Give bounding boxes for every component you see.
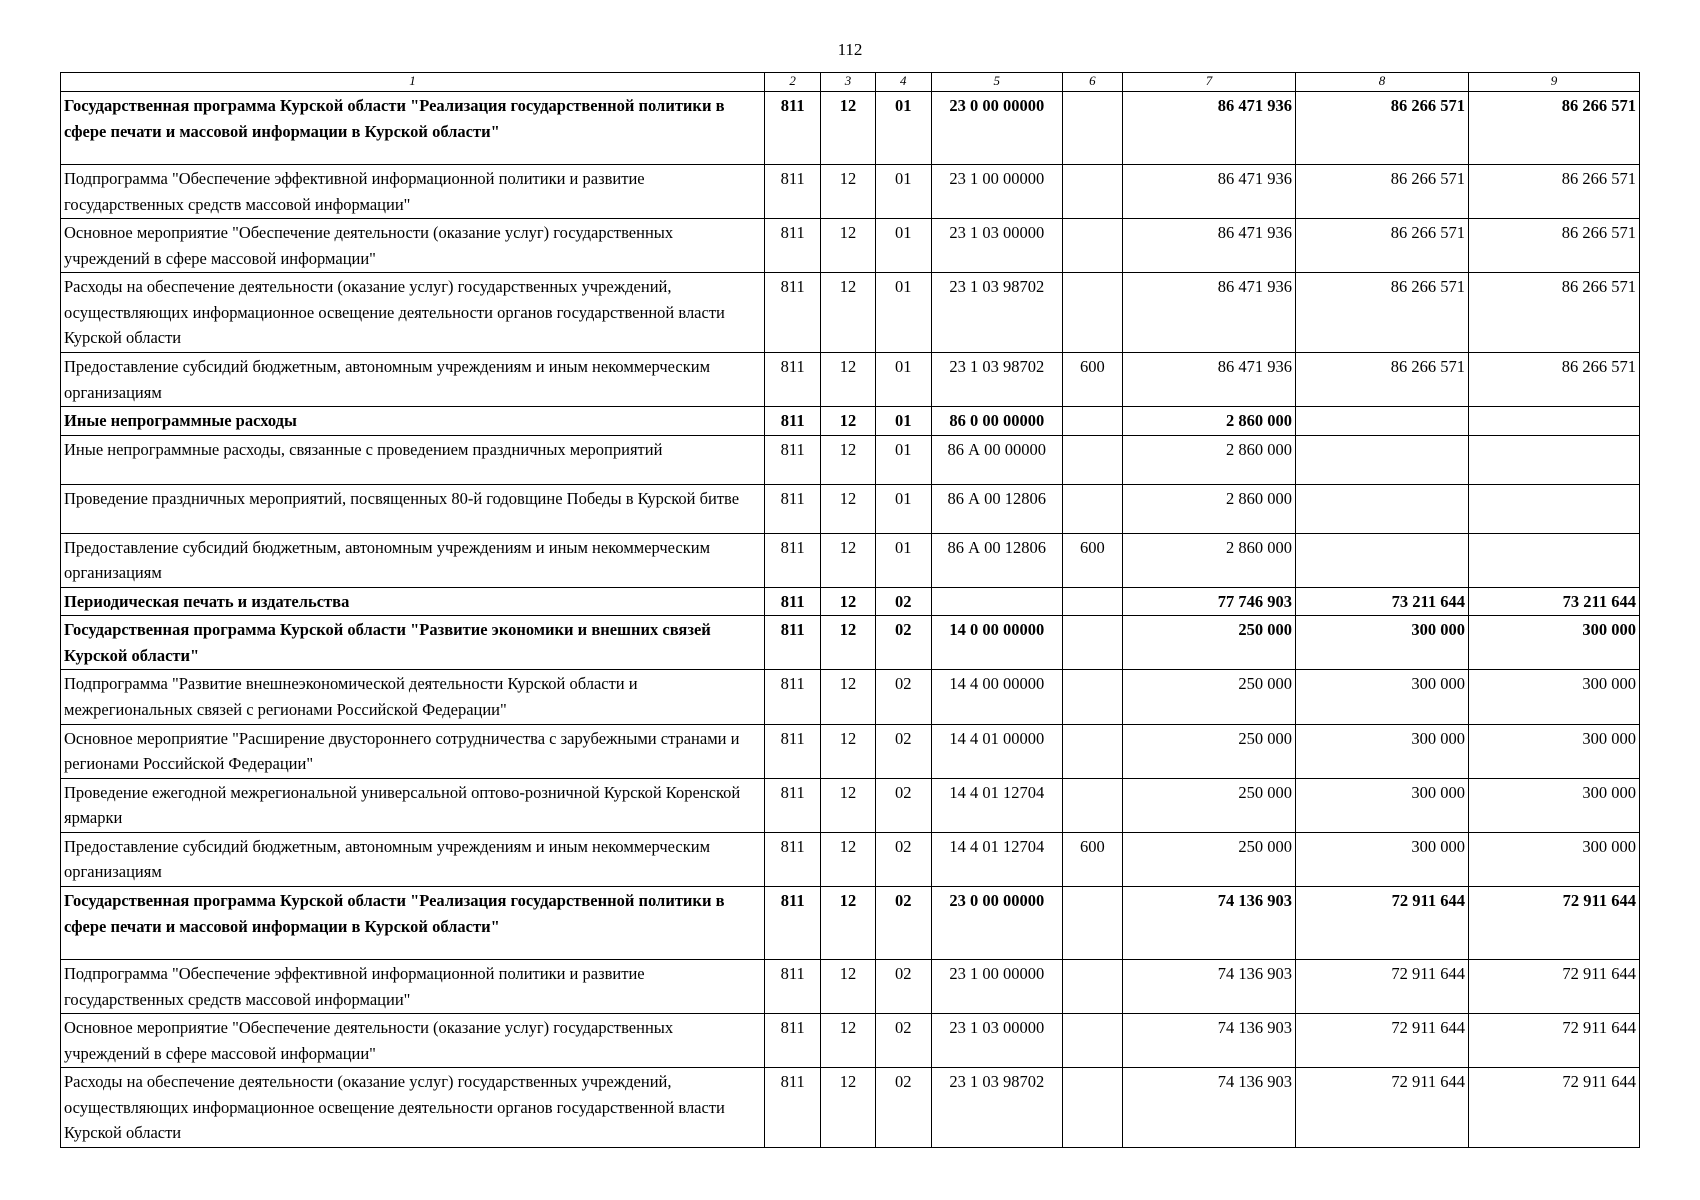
column-header: 2 — [765, 73, 821, 92]
amount-col9-cell: 86 266 571 — [1468, 219, 1639, 273]
target-article-cell — [931, 587, 1062, 616]
admin-code-cell: 811 — [765, 670, 821, 724]
amount-col8-cell: 300 000 — [1295, 778, 1468, 832]
expense-type-cell — [1062, 435, 1122, 484]
target-article-cell: 86 0 00 00000 — [931, 407, 1062, 436]
row-name-cell: Государственная программа Курской области "Реализация государственной политики в сфере печати и массовой информации в Курской области" — [61, 886, 765, 959]
expense-type-cell — [1062, 219, 1122, 273]
subsection-code-cell: 01 — [875, 533, 931, 587]
target-article-cell: 23 1 03 98702 — [931, 273, 1062, 353]
admin-code-cell: 811 — [765, 92, 821, 165]
subsection-code-cell: 02 — [875, 1014, 931, 1068]
admin-code-cell: 811 — [765, 959, 821, 1013]
amount-col8-cell — [1295, 407, 1468, 436]
table-row — [61, 533, 1640, 587]
expense-type-cell — [1062, 778, 1122, 832]
admin-code-cell: 811 — [765, 1014, 821, 1068]
expense-type-cell: 600 — [1062, 352, 1122, 406]
subsection-code-cell: 01 — [875, 407, 931, 436]
expense-type-cell — [1062, 1068, 1122, 1148]
table-row — [61, 724, 1640, 778]
amount-col8-cell: 86 266 571 — [1295, 352, 1468, 406]
amount-col7-cell: 74 136 903 — [1123, 886, 1296, 959]
amount-col8-cell: 86 266 571 — [1295, 273, 1468, 353]
row-name-cell: Предоставление субсидий бюджетным, автономным учреждениям и иным некоммерческим организациям — [61, 533, 765, 587]
section-code-cell: 12 — [821, 959, 875, 1013]
admin-code-cell: 811 — [765, 435, 821, 484]
subsection-code-cell: 02 — [875, 1068, 931, 1148]
amount-col8-cell: 72 911 644 — [1295, 1068, 1468, 1148]
target-article-cell: 23 1 00 00000 — [931, 165, 1062, 219]
amount-col9-cell — [1468, 435, 1639, 484]
amount-col7-cell: 74 136 903 — [1123, 1014, 1296, 1068]
table-row — [61, 587, 1640, 616]
amount-col8-cell: 300 000 — [1295, 616, 1468, 670]
admin-code-cell: 811 — [765, 616, 821, 670]
target-article-cell: 86 А 00 12806 — [931, 484, 1062, 533]
target-article-cell: 86 А 00 00000 — [931, 435, 1062, 484]
expense-type-cell — [1062, 92, 1122, 165]
row-name-cell: Основное мероприятие "Обеспечение деятельности (оказание услуг) государственных учреждений в сфере массовой информации" — [61, 1014, 765, 1068]
subsection-code-cell: 02 — [875, 886, 931, 959]
table-row — [61, 219, 1640, 273]
target-article-cell: 14 4 01 12704 — [931, 832, 1062, 886]
amount-col8-cell: 72 911 644 — [1295, 959, 1468, 1013]
table-row — [61, 352, 1640, 406]
amount-col9-cell: 86 266 571 — [1468, 273, 1639, 353]
row-name-cell: Государственная программа Курской области "Реализация государственной политики в сфере печати и массовой информации в Курской области" — [61, 92, 765, 165]
amount-col8-cell: 300 000 — [1295, 670, 1468, 724]
expense-type-cell — [1062, 273, 1122, 353]
amount-col7-cell: 250 000 — [1123, 778, 1296, 832]
amount-col7-cell: 86 471 936 — [1123, 219, 1296, 273]
table-row — [61, 832, 1640, 886]
amount-col7-cell: 2 860 000 — [1123, 484, 1296, 533]
expense-type-cell — [1062, 165, 1122, 219]
column-header: 5 — [931, 73, 1062, 92]
admin-code-cell: 811 — [765, 533, 821, 587]
target-article-cell: 23 1 03 00000 — [931, 219, 1062, 273]
amount-col9-cell: 86 266 571 — [1468, 92, 1639, 165]
table-row — [61, 1068, 1640, 1148]
amount-col9-cell: 86 266 571 — [1468, 352, 1639, 406]
amount-col9-cell: 300 000 — [1468, 724, 1639, 778]
row-name-cell: Подпрограмма "Обеспечение эффективной информационной политики и развитие государственных средств массовой информации" — [61, 165, 765, 219]
target-article-cell: 14 4 01 00000 — [931, 724, 1062, 778]
admin-code-cell: 811 — [765, 352, 821, 406]
amount-col7-cell: 2 860 000 — [1123, 533, 1296, 587]
amount-col8-cell: 73 211 644 — [1295, 587, 1468, 616]
subsection-code-cell: 01 — [875, 219, 931, 273]
subsection-code-cell: 02 — [875, 724, 931, 778]
target-article-cell: 23 1 03 98702 — [931, 352, 1062, 406]
section-code-cell: 12 — [821, 273, 875, 353]
amount-col7-cell: 86 471 936 — [1123, 273, 1296, 353]
subsection-code-cell: 01 — [875, 352, 931, 406]
amount-col7-cell: 2 860 000 — [1123, 435, 1296, 484]
amount-col9-cell: 72 911 644 — [1468, 1014, 1639, 1068]
amount-col7-cell: 250 000 — [1123, 670, 1296, 724]
amount-col7-cell: 250 000 — [1123, 724, 1296, 778]
amount-col8-cell: 72 911 644 — [1295, 886, 1468, 959]
section-code-cell: 12 — [821, 670, 875, 724]
table-row — [61, 886, 1640, 959]
table-row — [61, 92, 1640, 165]
admin-code-cell: 811 — [765, 587, 821, 616]
amount-col7-cell: 86 471 936 — [1123, 352, 1296, 406]
page-number: 112 — [837, 40, 863, 59]
table-row — [61, 616, 1640, 670]
subsection-code-cell: 02 — [875, 832, 931, 886]
amount-col7-cell: 77 746 903 — [1123, 587, 1296, 616]
amount-col9-cell — [1468, 533, 1639, 587]
expense-type-cell — [1062, 670, 1122, 724]
section-code-cell: 12 — [821, 724, 875, 778]
amount-col7-cell: 250 000 — [1123, 616, 1296, 670]
expense-type-cell — [1062, 407, 1122, 436]
budget-table — [60, 72, 1640, 1148]
amount-col9-cell: 73 211 644 — [1468, 587, 1639, 616]
amount-col9-cell: 300 000 — [1468, 778, 1639, 832]
expense-type-cell — [1062, 886, 1122, 959]
amount-col8-cell: 86 266 571 — [1295, 165, 1468, 219]
section-code-cell: 12 — [821, 435, 875, 484]
target-article-cell: 23 0 00 00000 — [931, 886, 1062, 959]
expense-type-cell — [1062, 1014, 1122, 1068]
table-row — [61, 959, 1640, 1013]
target-article-cell: 14 4 00 00000 — [931, 670, 1062, 724]
row-name-cell: Государственная программа Курской области "Развитие экономики и внешних связей Курской области" — [61, 616, 765, 670]
subsection-code-cell: 01 — [875, 273, 931, 353]
section-code-cell: 12 — [821, 407, 875, 436]
amount-col9-cell: 72 911 644 — [1468, 959, 1639, 1013]
section-code-cell: 12 — [821, 219, 875, 273]
subsection-code-cell: 02 — [875, 616, 931, 670]
table-row — [61, 273, 1640, 353]
row-name-cell: Основное мероприятие "Расширение двустороннего сотрудничества с зарубежными странами и регионами Российской Федерации" — [61, 724, 765, 778]
section-code-cell: 12 — [821, 533, 875, 587]
row-name-cell: Подпрограмма "Обеспечение эффективной информационной политики и развитие государственных средств массовой информации" — [61, 959, 765, 1013]
amount-col8-cell: 72 911 644 — [1295, 1014, 1468, 1068]
admin-code-cell: 811 — [765, 273, 821, 353]
amount-col7-cell: 2 860 000 — [1123, 407, 1296, 436]
table-row — [61, 435, 1640, 484]
row-name-cell: Расходы на обеспечение деятельности (оказание услуг) государственных учреждений, осуществляющих информационное освещение деятельности органов государственной власти Курской области — [61, 273, 765, 353]
amount-col7-cell: 86 471 936 — [1123, 92, 1296, 165]
column-header: 6 — [1062, 73, 1122, 92]
section-code-cell: 12 — [821, 165, 875, 219]
amount-col7-cell: 86 471 936 — [1123, 165, 1296, 219]
admin-code-cell: 811 — [765, 484, 821, 533]
table-row — [61, 484, 1640, 533]
amount-col8-cell — [1295, 484, 1468, 533]
expense-type-cell — [1062, 484, 1122, 533]
expense-type-cell — [1062, 959, 1122, 1013]
expense-type-cell — [1062, 616, 1122, 670]
subsection-code-cell: 02 — [875, 778, 931, 832]
table-row — [61, 778, 1640, 832]
amount-col8-cell — [1295, 435, 1468, 484]
row-name-cell: Подпрограмма "Развитие внешнеэкономической деятельности Курской области и межрегиональных связей с регионами Российской Федерации" — [61, 670, 765, 724]
section-code-cell: 12 — [821, 352, 875, 406]
amount-col9-cell: 300 000 — [1468, 832, 1639, 886]
amount-col7-cell: 74 136 903 — [1123, 959, 1296, 1013]
column-header: 4 — [875, 73, 931, 92]
section-code-cell: 12 — [821, 832, 875, 886]
row-name-cell: Периодическая печать и издательства — [61, 587, 765, 616]
section-code-cell: 12 — [821, 1068, 875, 1148]
amount-col8-cell — [1295, 533, 1468, 587]
amount-col9-cell: 300 000 — [1468, 670, 1639, 724]
section-code-cell: 12 — [821, 484, 875, 533]
subsection-code-cell: 02 — [875, 959, 931, 1013]
section-code-cell: 12 — [821, 886, 875, 959]
table-row — [61, 407, 1640, 436]
section-code-cell: 12 — [821, 587, 875, 616]
subsection-code-cell: 01 — [875, 165, 931, 219]
row-name-cell: Иные непрограммные расходы, связанные с проведением праздничных мероприятий — [61, 435, 765, 484]
amount-col8-cell: 86 266 571 — [1295, 92, 1468, 165]
table-row — [61, 165, 1640, 219]
section-code-cell: 12 — [821, 616, 875, 670]
row-name-cell: Предоставление субсидий бюджетным, автономным учреждениям и иным некоммерческим организациям — [61, 352, 765, 406]
subsection-code-cell: 01 — [875, 435, 931, 484]
amount-col8-cell: 300 000 — [1295, 724, 1468, 778]
admin-code-cell: 811 — [765, 832, 821, 886]
admin-code-cell: 811 — [765, 1068, 821, 1148]
target-article-cell: 23 1 03 98702 — [931, 1068, 1062, 1148]
column-header: 1 — [61, 73, 765, 92]
column-header: 3 — [821, 73, 875, 92]
column-header: 8 — [1295, 73, 1468, 92]
table-row — [61, 1014, 1640, 1068]
target-article-cell: 14 0 00 00000 — [931, 616, 1062, 670]
amount-col8-cell: 86 266 571 — [1295, 219, 1468, 273]
target-article-cell: 86 А 00 12806 — [931, 533, 1062, 587]
admin-code-cell: 811 — [765, 219, 821, 273]
row-name-cell: Предоставление субсидий бюджетным, автономным учреждениям и иным некоммерческим организациям — [61, 832, 765, 886]
expense-type-cell — [1062, 724, 1122, 778]
row-name-cell: Проведение праздничных мероприятий, посвященных 80-й годовщине Победы в Курской битве — [61, 484, 765, 533]
target-article-cell: 14 4 01 12704 — [931, 778, 1062, 832]
table-row — [61, 670, 1640, 724]
row-name-cell: Проведение ежегодной межрегиональной универсальной оптово-розничной Курской Коренской ярмарки — [61, 778, 765, 832]
column-header-row — [61, 73, 1640, 92]
target-article-cell: 23 1 00 00000 — [931, 959, 1062, 1013]
admin-code-cell: 811 — [765, 886, 821, 959]
section-code-cell: 12 — [821, 1014, 875, 1068]
subsection-code-cell: 01 — [875, 92, 931, 165]
amount-col7-cell: 250 000 — [1123, 832, 1296, 886]
column-header: 7 — [1123, 73, 1296, 92]
amount-col9-cell — [1468, 484, 1639, 533]
section-code-cell: 12 — [821, 92, 875, 165]
row-name-cell: Основное мероприятие "Обеспечение деятельности (оказание услуг) государственных учреждений в сфере массовой информации" — [61, 219, 765, 273]
expense-type-cell: 600 — [1062, 832, 1122, 886]
subsection-code-cell: 02 — [875, 670, 931, 724]
admin-code-cell: 811 — [765, 778, 821, 832]
subsection-code-cell: 01 — [875, 484, 931, 533]
amount-col9-cell: 86 266 571 — [1468, 165, 1639, 219]
expense-type-cell: 600 — [1062, 533, 1122, 587]
admin-code-cell: 811 — [765, 724, 821, 778]
admin-code-cell: 811 — [765, 407, 821, 436]
amount-col7-cell: 74 136 903 — [1123, 1068, 1296, 1148]
row-name-cell: Иные непрограммные расходы — [61, 407, 765, 436]
expense-type-cell — [1062, 587, 1122, 616]
target-article-cell: 23 1 03 00000 — [931, 1014, 1062, 1068]
amount-col9-cell: 300 000 — [1468, 616, 1639, 670]
amount-col9-cell: 72 911 644 — [1468, 1068, 1639, 1148]
admin-code-cell: 811 — [765, 165, 821, 219]
column-header: 9 — [1468, 73, 1639, 92]
amount-col9-cell: 72 911 644 — [1468, 886, 1639, 959]
subsection-code-cell: 02 — [875, 587, 931, 616]
amount-col8-cell: 300 000 — [1295, 832, 1468, 886]
target-article-cell: 23 0 00 00000 — [931, 92, 1062, 165]
row-name-cell: Расходы на обеспечение деятельности (оказание услуг) государственных учреждений, осуществляющих информационное освещение деятельности органов государственной власти Курской области — [61, 1068, 765, 1148]
section-code-cell: 12 — [821, 778, 875, 832]
amount-col9-cell — [1468, 407, 1639, 436]
